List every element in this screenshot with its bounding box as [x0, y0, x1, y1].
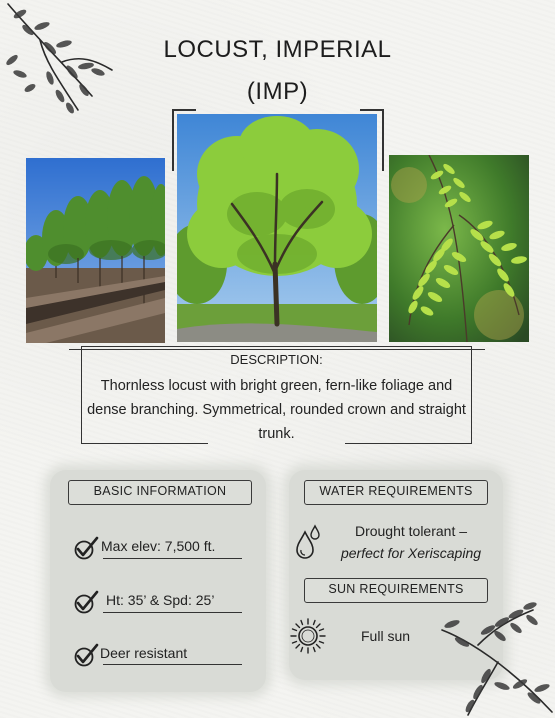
max-elevation-text: Max elev: 7,500 ft.	[101, 538, 216, 554]
water-line-2: perfect for Xeriscaping	[340, 545, 482, 561]
botanical-sprig-icon	[438, 600, 555, 718]
checkmark-icon	[73, 643, 99, 667]
nursery-rows-photo	[26, 158, 165, 343]
height-spread-text: Ht: 35’ & Spd: 25’	[106, 592, 215, 608]
checkmark-icon	[73, 536, 99, 560]
plant-code: (IMP)	[246, 78, 309, 105]
water-drop-icon	[295, 524, 323, 560]
basic-info-heading: BASIC INFORMATION	[68, 480, 252, 505]
water-line-1: Drought tolerant –	[354, 523, 468, 539]
sun-heading: SUN REQUIREMENTS	[304, 578, 488, 603]
sun-icon	[289, 617, 327, 655]
plant-title: LOCUST, IMPERIAL	[163, 36, 392, 63]
sun-requirement-text: Full sun	[361, 628, 411, 644]
info-underline	[103, 558, 242, 559]
info-underline	[103, 664, 242, 665]
water-requirement-text	[326, 520, 496, 564]
deer-resistant-text: Deer resistant	[100, 645, 188, 661]
description-text: Thornless locust with bright green, fern-like foliage and dense branching. Symmetrical, rounded crown and straight trunk.	[87, 378, 466, 442]
description-heading: DESCRIPTION:	[230, 352, 323, 367]
checkmark-icon	[73, 590, 99, 614]
mature-tree-photo	[177, 114, 377, 342]
info-underline	[103, 612, 242, 613]
water-heading: WATER REQUIREMENTS	[304, 480, 488, 505]
foliage-closeup-photo	[389, 155, 529, 342]
